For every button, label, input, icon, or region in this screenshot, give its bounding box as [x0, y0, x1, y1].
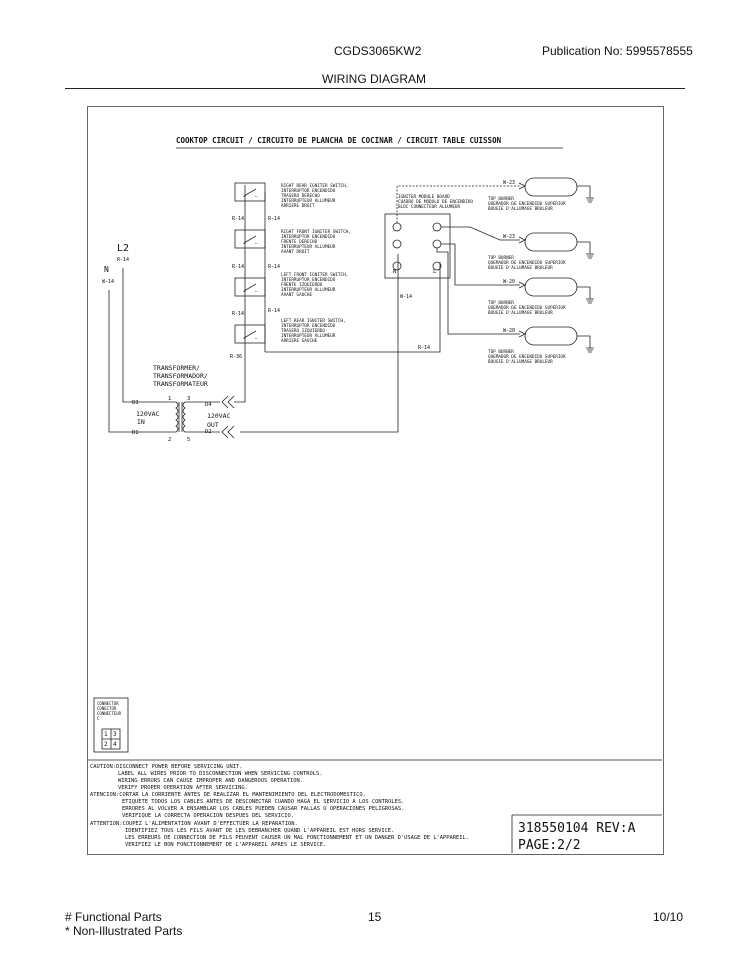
- switch-4-line-4: INTERRUPTEUR ALLUMEUR: [281, 334, 336, 339]
- transformer: [168, 402, 198, 432]
- switch-2-line-5: AVANT DROIT: [281, 250, 310, 255]
- burner-3-wire: W-20: [503, 279, 516, 285]
- switch-4-line-3: TRASERO IZQUIERDO: [281, 329, 325, 334]
- output-connectors: [198, 185, 398, 438]
- circuit-title: COOKTOP CIRCUIT / CIRCUITO DE PLANCHA DE COCINAR / CIRCUIT TABLE CUISSON: [176, 136, 502, 145]
- sw-wire-label-2: R-14: [268, 216, 281, 222]
- burner-2-line-3: BOUGIE D'ALLUMAGE BRULEUR: [488, 266, 553, 271]
- switch-4-line-1: LEFT REAR IGNITER SWITCH,: [281, 319, 346, 324]
- igniter-module-line-1: IGNITER MODULE BOARD: [398, 195, 450, 200]
- switch-2-line-3: FRENTE DERECHO: [281, 240, 318, 245]
- caution-line-3: WIRING ERRORS CAN CAUSE IMPROPER AND DANGEROUS OPERATION.: [118, 778, 303, 784]
- l2-label: L2: [117, 243, 130, 254]
- sw-wire-label-3: R-14: [232, 264, 245, 270]
- revision-date: 10/10: [653, 910, 684, 924]
- igniter-module-labels: [398, 194, 473, 210]
- switch-1-line-1: RIGHT REAR IGNITER SWITCH,: [281, 184, 349, 189]
- switch-3-line-1: LEFT FRONT IGNITER SWITCH,: [281, 273, 349, 278]
- publication-number: Publication No: 5995578555: [542, 44, 693, 58]
- caution-line-9: ATTENTION:COUPEZ L'ALIMENTATION AVANT D'EFFECTUER LA REPARATION.: [90, 821, 298, 827]
- connector-cell-2: 2: [104, 741, 108, 748]
- n-label: N: [104, 265, 109, 274]
- connector-title-1: CONNECTOR: [97, 701, 119, 706]
- igniter-module-line-2: CUADRO DE MODULO DE ENCENDIDO: [398, 200, 474, 205]
- output-label: OUT: [207, 421, 219, 429]
- d4-label: D4: [205, 402, 212, 408]
- burner-3-line-1: TOP BURNER: [488, 301, 514, 306]
- sw-wire-label-4: R-14: [268, 264, 281, 270]
- connector-cells: [104, 731, 117, 748]
- connector-title-3: CONNECTEUR: [97, 711, 122, 716]
- module-wire-label: R-14: [418, 345, 431, 351]
- sw-wire-label-6: R-14: [268, 308, 281, 314]
- switch-1-line-3: TRASERO DERECHO: [281, 194, 320, 199]
- burner-4-line-2: QUEMADOR DE ENCENDIDO SUPERIOR: [488, 355, 566, 360]
- burner-3-line-2: QUEMADOR DE ENCENDIDO SUPERIOR: [488, 306, 566, 311]
- n-wire-label: W-14: [102, 279, 115, 285]
- burner-2-line-1: TOP BURNER: [488, 256, 514, 261]
- switch-1-line-5: ARRIERE DROIT: [281, 204, 315, 209]
- connector-legend-labels: [97, 701, 122, 721]
- connector-title-2: CONECTOR: [97, 706, 117, 711]
- burner-1-line-2: QUEMADOR DE ENCENDIDO SUPERIOR: [488, 202, 566, 207]
- switch-1-line-2: INTERRUPTOR ENCENDIDO: [281, 189, 336, 194]
- igniter-l-label: L: [433, 269, 437, 275]
- caution-line-4: VERIFY PROPER OPERATION AFTER SERVICING.: [118, 785, 248, 791]
- connector-cell-1: 1: [104, 731, 108, 738]
- burner-3-line-3: BOUGIE D'ALLUMAGE BRULEUR: [488, 311, 553, 316]
- sw-wire-label-1: R-14: [232, 216, 245, 222]
- caution-line-6: ETIQUETE TODOS LOS CABLES ANTES DE DESCONECTAR CUANDO HAGA EL SERVICIO A LOS CONTROLES.: [122, 799, 405, 805]
- input-voltage-label: 120VAC: [136, 410, 160, 418]
- drawing-number: 318550104 REV:A: [518, 821, 636, 836]
- pin-3: 3: [187, 396, 191, 402]
- d3-label: D3: [132, 400, 139, 406]
- caution-line-12: VERIFIEZ LE BON FONCTIONNEMENT DE L'APPAREIL APRES LE SERVICE.: [125, 842, 327, 848]
- pin-1: 1: [168, 396, 172, 402]
- drawing-page: PAGE:2/2: [518, 838, 581, 853]
- d2-label: D2: [205, 429, 212, 435]
- caution-line-8: VERIFIQUE LA CORRECTA OPERACION DESPUES DEL SERVICIO.: [122, 813, 295, 819]
- burner-4-line-3: BOUGIE D'ALLUMAGE BRULEUR: [488, 360, 553, 365]
- transformer-label-3: TRANSFORMATEUR: [153, 380, 208, 388]
- igniter-module-line-3: BLOC CONNECTEUR ALLUMEUR: [398, 205, 461, 210]
- model-number: CGDS3065KW2: [334, 44, 422, 58]
- connector-cell-3: 3: [113, 731, 117, 738]
- neutral-wire-label: W-14: [400, 294, 413, 300]
- d1-label: D1: [132, 430, 139, 436]
- caution-line-10: IDENTIFIEZ TOUS LES FILS AVANT DE LES DEBRANCHER QUAND L'APPAREIL EST HORS SERVICE.: [125, 828, 395, 834]
- caution-line-5: ATENCION:CORTAR LA CORRIENTE ANTES DE REALIZAR EL MANTENIMIENTO DEL ELECTRODOMESTICO.: [90, 792, 366, 798]
- l2-wire-label: R-14: [117, 257, 130, 263]
- burner-1-line-3: BOUGIE D'ALLUMAGE BRULEUR: [488, 207, 553, 212]
- switch-3-line-2: INTERRUPTOR ENCENDIDO: [281, 278, 336, 283]
- burner-1-wire: W-23: [503, 180, 516, 186]
- switch-3-line-3: FRENTE IZQUIERDO: [281, 283, 323, 288]
- switch-3-line-5: AVANT GAUCHE: [281, 293, 313, 298]
- burner-1-line-1: TOP BURNER: [488, 197, 514, 202]
- connector-title-4: C: [97, 716, 100, 721]
- page-title: WIRING DIAGRAM: [322, 72, 426, 86]
- sw-wire-label-7: R-36: [230, 354, 243, 360]
- caution-line-11: LES ERREURS DE CONNECTION DE FILS PEUVENT CAUSER UN MAL FONCTIONNEMENT ET UN DANGER D'USAGE DE L'APPAREIL.: [125, 835, 470, 841]
- switch-4-line-2: INTERRUPTOR ENCENDIDO: [281, 324, 336, 329]
- functional-parts-note: # Functional Parts: [65, 910, 162, 924]
- switch-2-line-1: RIGHT FRONT IGNITER SWITCH,: [281, 230, 351, 235]
- burner-2-line-2: QUEMADOR DE ENCENDIDO SUPERIOR: [488, 261, 566, 266]
- input-label: IN: [137, 418, 145, 426]
- switch-4-line-5: ARRIERE GAUCHE: [281, 339, 318, 344]
- burner-4-wire: W-20: [503, 328, 516, 334]
- switch-labels: [281, 183, 351, 344]
- output-voltage-label: 120VAC: [207, 412, 231, 420]
- pin-5: 5: [187, 437, 191, 443]
- caution-text: [90, 764, 469, 848]
- transformer-label-1: TRANSFORMER/: [153, 364, 200, 372]
- switch-2-line-4: INTERRUPTEUR ALLUMEUR: [281, 245, 336, 250]
- switch-2-line-2: INTERRUPTOR ENCENDIDO: [281, 235, 336, 240]
- transformer-label-2: TRANSFORMADOR/: [153, 372, 208, 380]
- switch-1-line-4: INTERRUPTEUR ALLUMEUR: [281, 199, 336, 204]
- sw-wire-label-5: R-14: [232, 311, 245, 317]
- burner-4-line-1: TOP BURNER: [488, 350, 514, 355]
- burner-labels: [488, 196, 566, 365]
- page-number: 15: [368, 910, 382, 924]
- non-illustrated-parts-note: * Non-Illustrated Parts: [65, 924, 183, 938]
- pin-2: 2: [168, 437, 172, 443]
- caution-line-7: ERRORES AL VOLVER A ENSAMBLAR LOS CABLES PUEDEN CAUSAR FALLAS U OPERACIONES PELIGROSAS.: [122, 806, 405, 812]
- burner-2-wire: W-23: [503, 234, 516, 240]
- igniter-n-label: N: [393, 269, 397, 275]
- supply-wires: [109, 268, 168, 432]
- switch-3-line-4: INTERRUPTEUR ALLUMEUR: [281, 288, 336, 293]
- caution-line-1: CAUTION:DISCONNECT POWER BEFORE SERVICING UNIT.: [90, 764, 243, 770]
- caution-line-2: LABEL ALL WIRES PRIOR TO DISCONNECTION WHEN SERVICING CONTROLS.: [118, 771, 323, 777]
- connector-cell-4: 4: [113, 741, 117, 748]
